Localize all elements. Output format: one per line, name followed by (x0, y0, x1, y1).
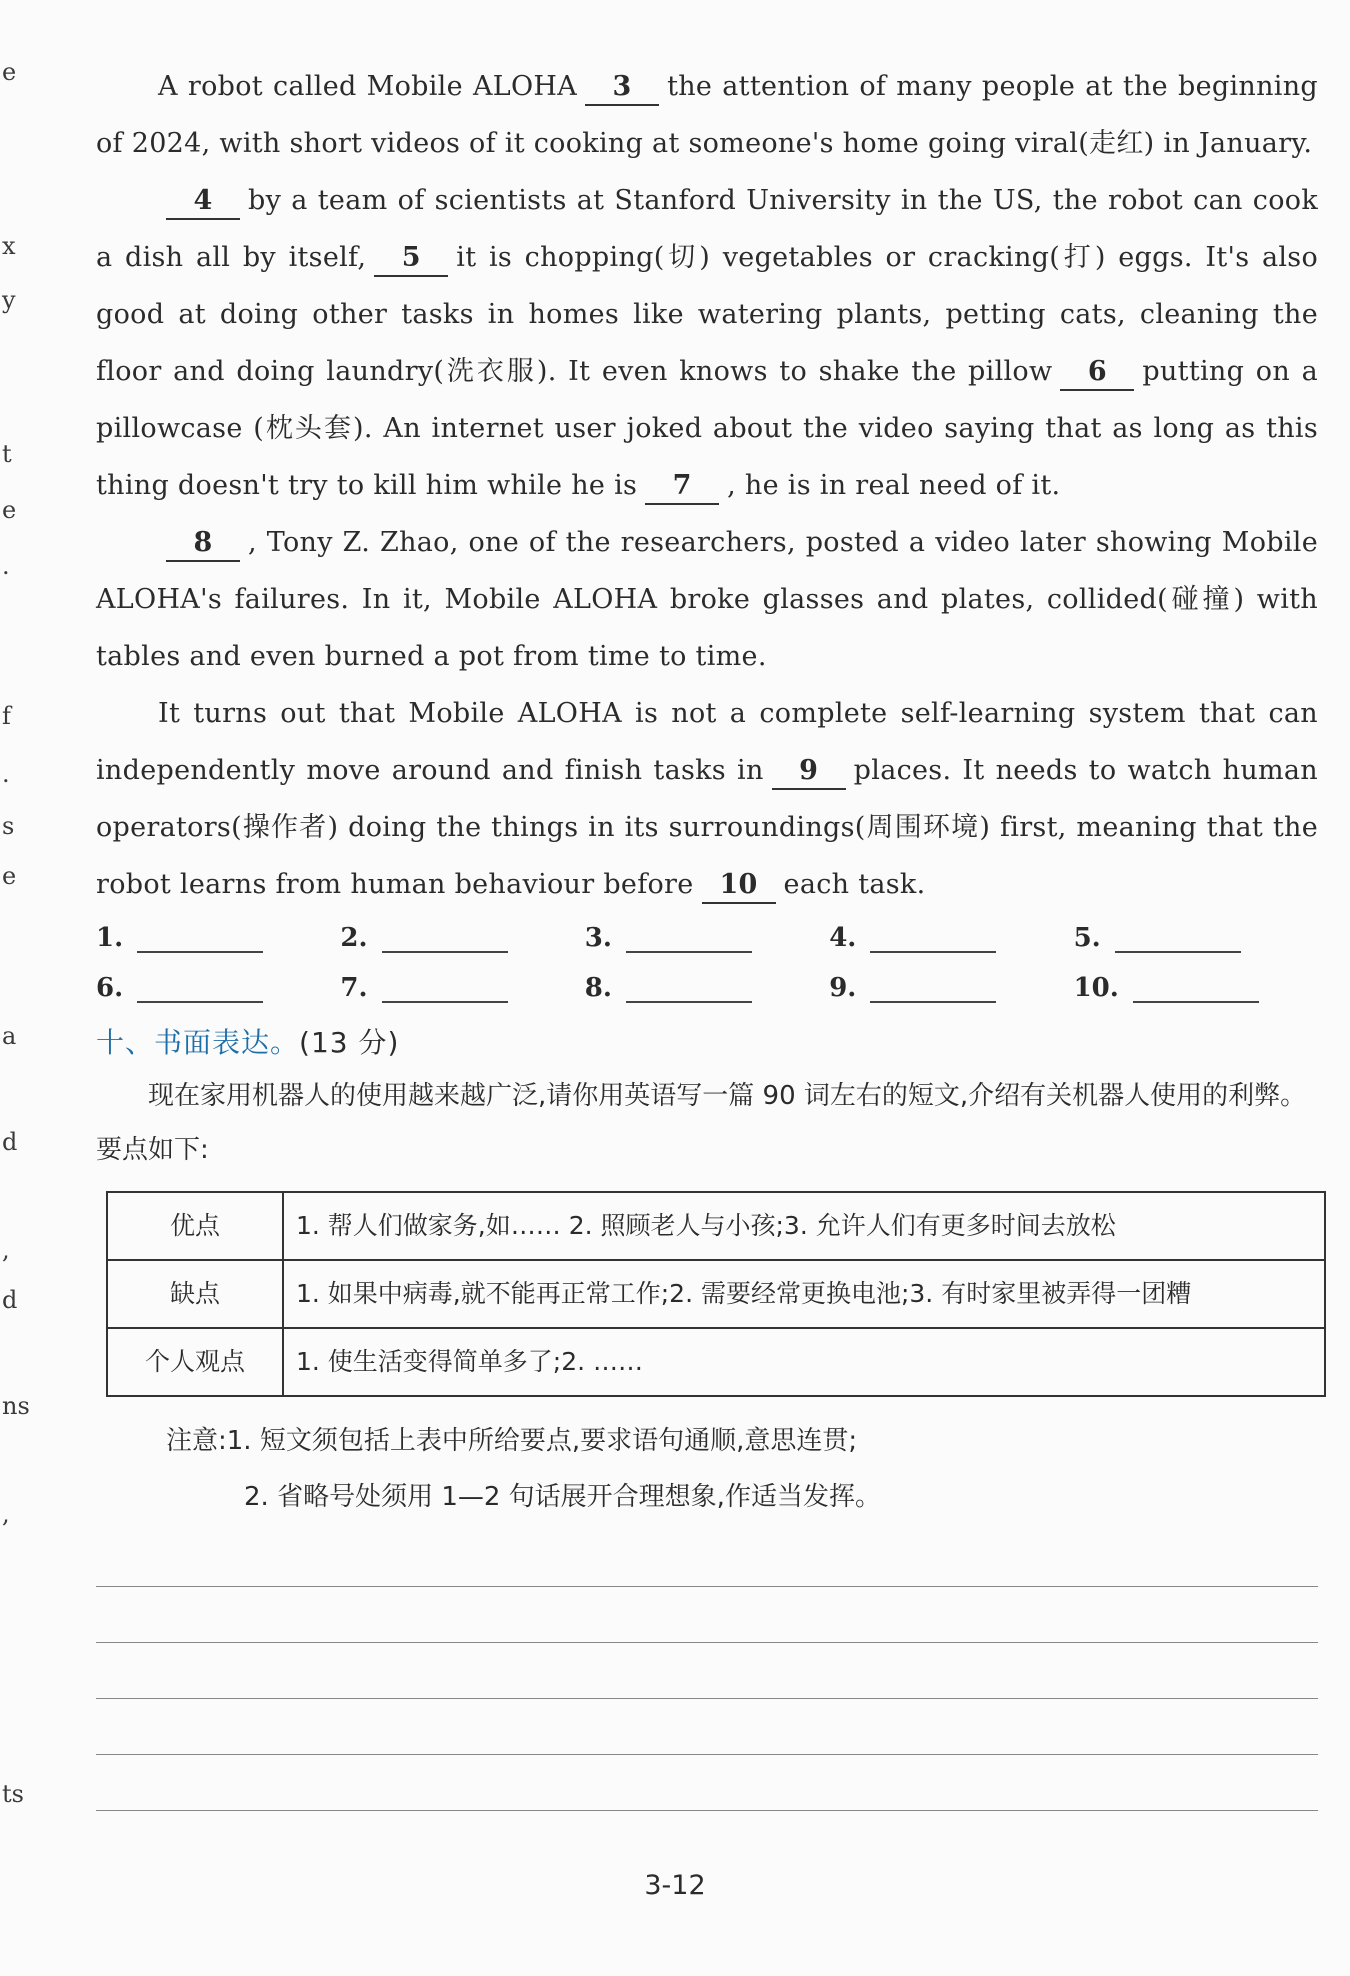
answer-item (829, 973, 1073, 1003)
answer-item (1074, 973, 1318, 1003)
gutter-letter: e (2, 496, 17, 524)
blank-9[interactable]: 9 (772, 754, 846, 790)
answer-label: 9. (829, 973, 857, 1003)
gutter-letter: d (2, 1128, 18, 1156)
answer-label: 2. (340, 923, 368, 953)
writing-line[interactable] (96, 1755, 1318, 1811)
table-row (107, 1192, 1325, 1260)
answer-label: 6. (96, 973, 124, 1003)
page-number: 3-12 (644, 1870, 706, 1901)
gutter-letter: ts (2, 1780, 24, 1808)
section-title: 十、书面表达。 (96, 1026, 300, 1059)
passage-paragraph-2 (96, 172, 1318, 514)
blank-8[interactable]: 8 (166, 526, 240, 562)
passage-paragraph-4 (96, 685, 1318, 913)
page-content (96, 58, 1318, 1811)
answer-line[interactable] (870, 975, 996, 1003)
answer-line[interactable] (1133, 975, 1259, 1003)
points-table (106, 1191, 1326, 1397)
answer-item (829, 923, 1073, 953)
blank-3[interactable]: 3 (585, 70, 659, 106)
passage-text: , Tony Z. Zhao, one of the researchers, posted a video later showing Mobile ALOHA's failures. In it, Mobile ALOHA broke glasses and plates, collided(碰撞) with tables and even burned a pot from time to time. (96, 527, 1318, 672)
table-content-cell: 1. 如果中病毒,就不能再正常工作;2. 需要经常更换电池;3. 有时家里被弄得一团糟 (283, 1260, 1325, 1328)
passage-text: each task. (783, 869, 926, 900)
answer-label: 7. (340, 973, 368, 1003)
answer-line[interactable] (382, 925, 508, 953)
writing-area[interactable] (96, 1531, 1318, 1811)
gutter-letter: y (2, 286, 16, 314)
blank-5[interactable]: 5 (374, 241, 448, 277)
table-head-cell: 个人观点 (107, 1328, 283, 1396)
answer-item (96, 923, 340, 953)
table-content-cell: 1. 使生活变得简单多了;2. …… (283, 1328, 1325, 1396)
gutter-letter: x (2, 232, 16, 260)
gutter-letter: f (2, 702, 11, 730)
table-row (107, 1260, 1325, 1328)
writing-line[interactable] (96, 1587, 1318, 1643)
answer-line[interactable] (382, 975, 508, 1003)
table-row (107, 1328, 1325, 1396)
answer-line[interactable] (626, 975, 752, 1003)
answer-item (340, 973, 584, 1003)
gutter-letter: e (2, 862, 17, 890)
passage-paragraph-1 (96, 58, 1318, 172)
blank-4[interactable]: 4 (166, 184, 240, 220)
answer-line[interactable] (137, 975, 263, 1003)
answer-line[interactable] (626, 925, 752, 953)
blank-10[interactable]: 10 (702, 868, 776, 904)
gutter-letter: , (2, 1500, 10, 1528)
answer-label: 10. (1073, 973, 1119, 1003)
gutter-letter: a (2, 1022, 17, 1050)
section-score: (13 分) (299, 1026, 400, 1059)
passage-text: by a team of scientists at Stanford University in the US, the robot can cook a dish all by itself, (96, 185, 1318, 273)
answer-item (1074, 923, 1318, 953)
gutter-letter: . (2, 760, 10, 788)
passage-paragraph-3 (96, 514, 1318, 685)
answer-label: 3. (584, 923, 612, 953)
gutter-letter: d (2, 1286, 18, 1314)
gutter-letter: ns (2, 1392, 30, 1420)
writing-line[interactable] (96, 1531, 1318, 1587)
answer-item (96, 973, 340, 1003)
gutter-letter: , (2, 1236, 10, 1264)
passage-text: , he is in real need of it. (727, 470, 1061, 501)
writing-line[interactable] (96, 1699, 1318, 1755)
answer-item (340, 923, 584, 953)
passage-text: places. It needs to watch human operators(操作者) doing the things in its surroundings(周围环境) first, meaning that the robot learns from human behaviour before (96, 755, 1318, 900)
passage-text: putting on a pillowcase (枕头套). An internet user joked about the video saying that as long as this thing doesn't try to kill him while he is (96, 356, 1318, 501)
answer-label: 4. (829, 923, 857, 953)
gutter-letter: . (2, 552, 10, 580)
answer-label: 5. (1073, 923, 1101, 953)
answer-label: 1. (96, 923, 124, 953)
answer-item (585, 923, 829, 953)
table-head-cell: 优点 (107, 1192, 283, 1260)
writing-line[interactable] (96, 1643, 1318, 1699)
writing-instruction: 现在家用机器人的使用越来越广泛,请你用英语写一篇 90 词左右的短文,介绍有关机器人使用的利弊。要点如下: (96, 1081, 1307, 1165)
answer-grid (96, 923, 1318, 1003)
answer-item (585, 973, 829, 1003)
answer-line[interactable] (870, 925, 996, 953)
gutter-letter: e (2, 58, 17, 86)
answer-label: 8. (584, 973, 612, 1003)
answer-line[interactable] (137, 925, 263, 953)
passage-text: A robot called Mobile ALOHA (158, 71, 578, 102)
answer-line[interactable] (1115, 925, 1241, 953)
gutter-letter: s (2, 812, 15, 840)
blank-7[interactable]: 7 (645, 469, 719, 505)
table-head-cell: 缺点 (107, 1260, 283, 1328)
note-2: 2. 省略号处须用 1—2 句话展开合理想象,作适当发挥。 (244, 1482, 881, 1512)
passage-text: It turns out that Mobile ALOHA is not a complete self-learning system that can independently move around and finish tasks in (96, 698, 1318, 786)
passage-text: it is chopping(切) vegetables or cracking(打) eggs. It's also good at doing other tasks in homes like watering plants, petting cats, cleaning the floor and doing laundry(洗衣服). It even knows to shake the pillow (96, 242, 1318, 387)
table-content-cell: 1. 帮人们做家务,如…… 2. 照顾老人与小孩;3. 允许人们有更多时间去放松 (283, 1192, 1325, 1260)
section-heading (96, 1021, 1318, 1061)
blank-6[interactable]: 6 (1060, 355, 1134, 391)
gutter-letter: t (2, 440, 12, 468)
passage-text: the attention of many people at the beginning of 2024, with short videos of it cooking at someone's home going viral(走红) in January. (96, 71, 1318, 159)
note-1: 注意:1. 短文须包括上表中所给要点,要求语句通顺,意思连贯; (166, 1426, 858, 1456)
